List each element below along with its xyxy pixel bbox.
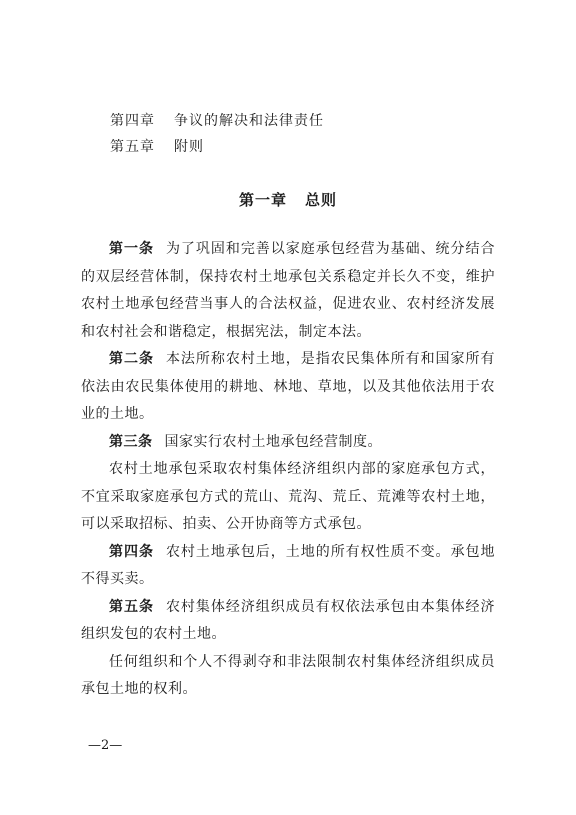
article-paragraph xyxy=(81,539,495,594)
chapter-number: 第一章 xyxy=(238,191,287,209)
toc-chapter-number: 第四章 xyxy=(110,113,155,129)
body-paragraph xyxy=(81,456,495,539)
article-text: 为了巩固和完善以家庭承包经营为基础、统分结合的双层经营体制，保持农村土地承包关系稳定并长久不变，维护农村土地承包经营当事人的合法权益，促进农业、农村经济发展和农村社会和谐稳定，根据宪法，制定本法。 xyxy=(81,241,495,340)
toc-chapter-title: 争议的解决和法律责任 xyxy=(174,113,324,129)
article-text: 国家实行农村土地承包经营制度。 xyxy=(164,433,382,450)
toc-chapter-title: 附则 xyxy=(174,139,204,155)
article-text: 农村土地承包后，土地的所有权性质不变。承包地不得买卖。 xyxy=(81,543,495,587)
article-number: 第四条 xyxy=(109,543,154,560)
article-paragraph xyxy=(81,236,495,346)
chapter-title: 总则 xyxy=(305,191,338,209)
table-of-contents xyxy=(110,108,324,160)
article-number: 第二条 xyxy=(109,351,154,367)
document-body xyxy=(81,236,495,704)
page-number: —2— xyxy=(88,738,123,753)
article-number: 第三条 xyxy=(109,433,153,450)
toc-entry xyxy=(110,108,324,134)
toc-entry xyxy=(110,134,324,160)
chapter-heading xyxy=(0,189,576,210)
article-text: 本法所称农村土地，是指农民集体所有和国家所有依法由农民集体使用的耕地、林地、草地，以及其他依法用于农业的土地。 xyxy=(81,351,495,422)
paragraph-text: 农村土地承包采取农村集体经济组织内部的家庭承包方式，不宜采取家庭承包方式的荒山、荒沟、荒丘、荒滩等农村土地，可以采取招标、拍卖、公开协商等方式承包。 xyxy=(81,461,495,532)
article-number: 第五条 xyxy=(109,598,154,615)
paragraph-text: 任何组织和个人不得剥夺和非法限制农村集体经济组织成员承包土地的权利。 xyxy=(81,653,495,697)
article-text: 农村集体经济组织成员有权依法承包由本集体经济组织发包的农村土地。 xyxy=(81,598,495,642)
article-paragraph xyxy=(81,346,495,429)
article-paragraph xyxy=(81,429,495,457)
toc-chapter-number: 第五章 xyxy=(110,139,155,155)
body-paragraph xyxy=(81,649,495,704)
article-number: 第一条 xyxy=(109,241,154,257)
article-paragraph xyxy=(81,594,495,649)
